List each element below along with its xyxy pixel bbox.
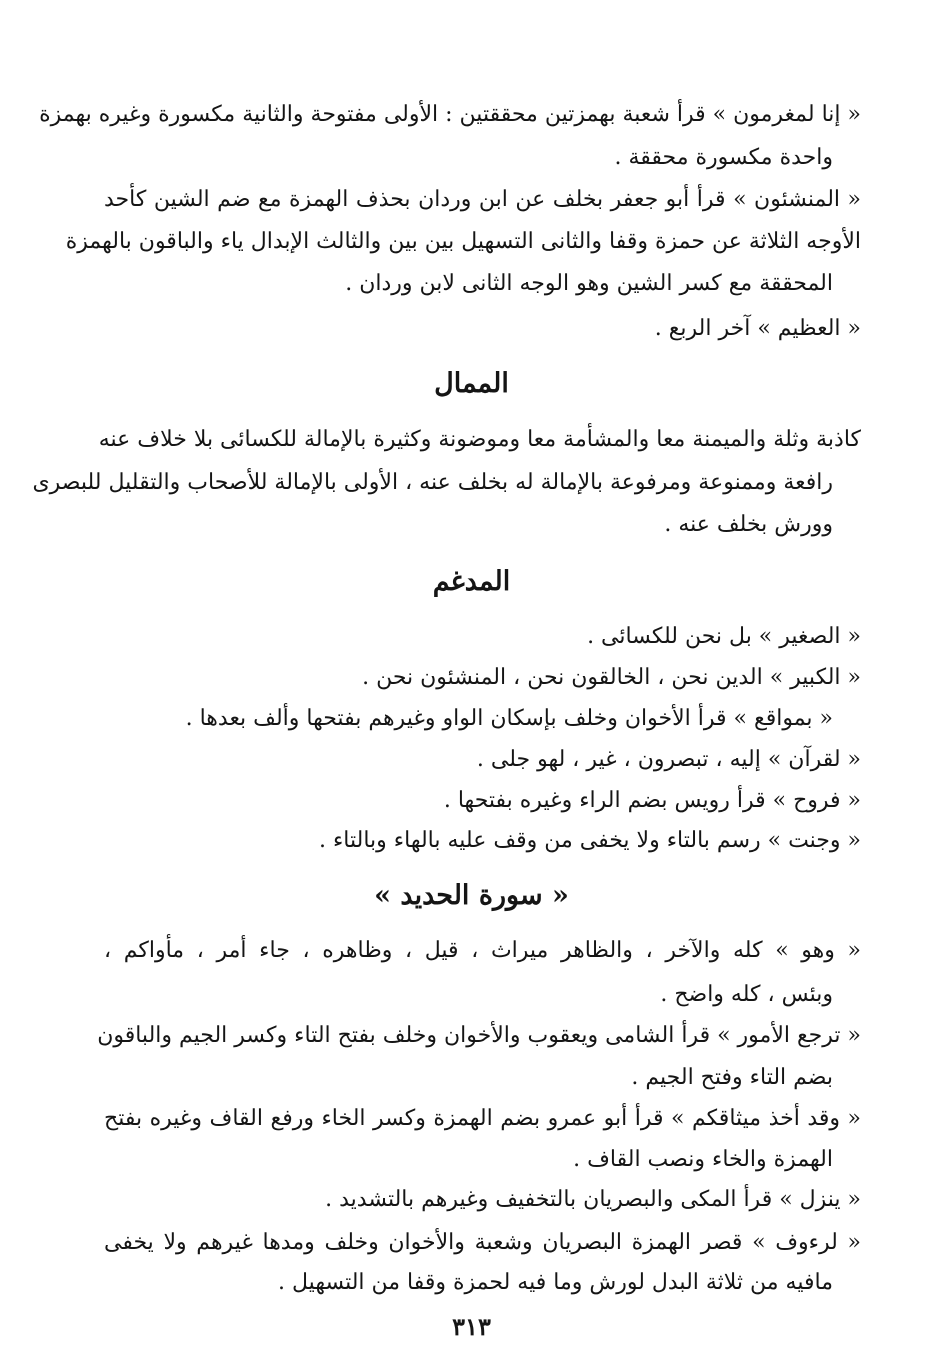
text-line: « إنا لمغرمون » قرأ شعبة بهمزتين محققتين : الأولى مفتوحة والثانية مكسورة وغيره بهمزة bbox=[39, 102, 861, 127]
page-number: ٣١٣ bbox=[452, 1312, 491, 1341]
text-line: « وهو » كله والآخر ، والظاهر ميراث ، قيل ، وظاهره ، جاء أمر ، مأواكم ، bbox=[104, 938, 861, 963]
text-line: « الصغير » بل نحن للكسائى . bbox=[587, 624, 861, 649]
text-line: رافعة وممنوعة ومرفوعة بالإمالة له بخلف عنه ، الأولى بالإمالة للأصحاب والتقليل للبصرى bbox=[32, 470, 833, 495]
section-heading: « سورة الحديد » bbox=[374, 880, 569, 911]
text-line: « المنشئون » قرأ أبو جعفر بخلف عن ابن وردان بحذف الهمزة مع ضم الشين كأحد bbox=[104, 187, 861, 212]
text-line: مافيه من ثلاثة البدل لورش وما فيه لحمزة وقفا من التسهيل . bbox=[278, 1270, 833, 1295]
text-line: الهمزة والخاء ونصب القاف . bbox=[573, 1147, 833, 1172]
text-line: « ترجع الأمور » قرأ الشامى ويعقوب والأخوان وخلف بفتح التاء وكسر الجيم والباقون bbox=[97, 1023, 861, 1048]
text-line: « بمواقع » قرأ الأخوان وخلف بإسكان الواو وغيرهم بفتحها وألف بعدها . bbox=[185, 706, 833, 731]
text-line: كاذبة وثلة والميمنة معا والمشأمة معا وموضونة وكثيرة بالإمالة للكسائى بلا خلاف عنه bbox=[98, 427, 861, 452]
text-line: « ينزل » قرأ المكى والبصريان بالتخفيف وغيرهم بالتشديد . bbox=[325, 1187, 861, 1212]
text-line: وورش بخلف عنه . bbox=[664, 512, 833, 537]
text-line: « وجنت » رسم بالتاء ولا يخفى من وقف عليه بالهاء وبالتاء . bbox=[318, 828, 861, 853]
section-heading: المدغم bbox=[432, 566, 511, 597]
text-line: الأوجه الثلاثة عن حمزة وقفا والثانى التسهيل بين بين والثالث الإبدال ياء والباقون بالهمزة bbox=[65, 229, 861, 254]
text-line: « الكبير » الدين نحن ، الخالقون نحن ، المنشئون نحن . bbox=[362, 665, 861, 690]
text-line: « فروح » قرأ رويس بضم الراء وغيره بفتحها . bbox=[443, 788, 861, 813]
text-line: المحققة مع كسر الشين وهو الوجه الثانى لابن وردان . bbox=[345, 271, 833, 296]
text-line: « لقرآن » إليه ، تبصرون ، غير ، لهو جلى . bbox=[476, 747, 861, 772]
text-line: « لرءوف » قصر الهمزة البصريان وشعبة والأخوان وخلف ومدها غيرهم ولا يخفى bbox=[104, 1230, 861, 1255]
text-line: بضم التاء وفتح الجيم . bbox=[631, 1065, 833, 1090]
text-line: « وقد أخذ ميثاقكم » قرأ أبو عمرو بضم الهمزة وكسر الخاء ورفع القاف وغيره بفتح bbox=[104, 1106, 861, 1131]
text-line: « العظيم » آخر الربع . bbox=[654, 316, 861, 341]
text-line: وبئس ، كله واضح . bbox=[660, 982, 833, 1007]
text-line: واحدة مكسورة محققة . bbox=[614, 145, 833, 170]
section-heading: الممال bbox=[434, 368, 509, 399]
